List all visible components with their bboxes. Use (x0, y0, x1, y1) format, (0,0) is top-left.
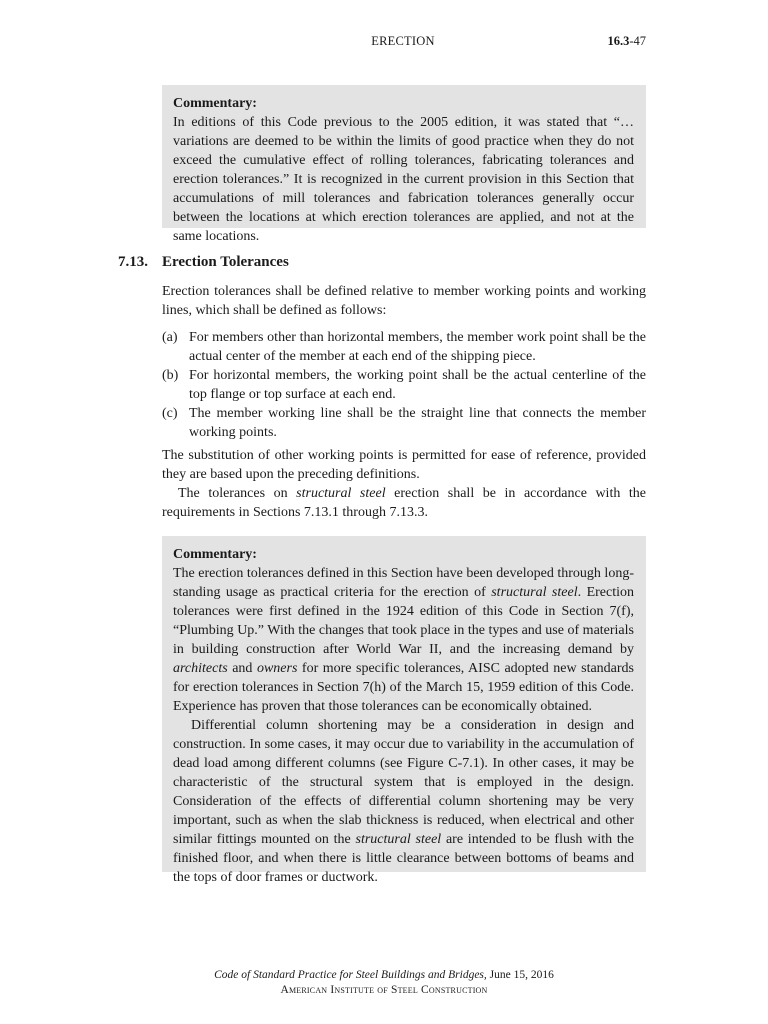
page-number (607, 34, 646, 49)
text-run: Differential column shortening may be a consideration in design and construction. In some cases, it may occur due to variability in the accumulation of dead load among different columns (see Figure C-7.1). In other cases, it may be characteristic of the structural system that is employed in the design. Consideration of the effects of differential column shortening may be very important, such as when the slab thickness is reduced, when electrical and other similar fittings mounted on the (173, 718, 634, 847)
definition-list (162, 328, 646, 442)
paragraph (162, 484, 646, 522)
text-run: are intended to be flush with the finished floor, and when there is little clearance between bottoms of beams and the tops of door frames or ductwork. (173, 832, 634, 885)
body-paragraphs (162, 446, 646, 522)
footer-publisher: American Institute of Steel Construction (280, 984, 488, 996)
text-run: for more specific tolerances, AISC adopted new standards for erection tolerances in Section 7(h) of the March 15, 1959 edition of this Code. Experience has proven that those tolerances can be economically obtained. (173, 661, 634, 714)
emphasis-text: architects (173, 661, 228, 676)
commentary-paragraph (173, 564, 634, 716)
commentary-box-2 (162, 536, 646, 885)
page-number-prefix: 16.3 (607, 34, 630, 48)
page-number-suffix: -47 (629, 34, 646, 48)
commentary-text: In editions of this Code previous to the 2005 edition, it was stated that “…variations are deemed to be within the limits of good practice when they do not exceed the cumulative effect of rolling tolerances, fabricating tolerances and erection tolerances.” It is recognized in the current provision in this Section that accumulations of mill tolerances and fabrication tolerances generally occur between the locations at which erection tolerances are applied, and not at the same locations. (173, 115, 634, 244)
list-item (162, 366, 646, 404)
footer-date: June 15, 2016 (486, 969, 554, 981)
commentary-heading: Commentary: (173, 96, 257, 111)
section-number: 7.13. (118, 254, 148, 270)
list-item (162, 328, 646, 366)
footer-line-1 (160, 968, 608, 983)
emphasis-text: owners (256, 661, 298, 676)
list-item-label: (c) (162, 406, 178, 421)
text-run: The erection tolerances defined in this Section have been developed through long-standing usage as practical criteria for the erection of (173, 566, 634, 600)
text-run: The tolerances on (178, 486, 297, 501)
commentary-paragraph (173, 716, 634, 887)
list-item-label: (b) (162, 368, 179, 383)
list-item (162, 404, 646, 442)
text-run: and (227, 661, 257, 676)
list-item-label: (a) (162, 330, 178, 345)
emphasis-text: structural steel (355, 832, 442, 847)
intro-paragraph (162, 282, 646, 320)
list-item-text: The member working line shall be the straight line that connects the member working points. (189, 406, 646, 440)
text-run: erection shall be in accordance with the requirements in Sections 7.13.1 through 7.13.3. (162, 486, 646, 520)
running-header (160, 34, 646, 52)
section-title: Erection Tolerances (162, 254, 289, 270)
emphasis-text: structural steel (491, 585, 578, 600)
list-item-text: For horizontal members, the working point shall be the actual centerline of the top flange or top surface at each end. (189, 368, 646, 402)
section-heading (118, 254, 289, 271)
commentary-box-1 (162, 85, 646, 244)
page-footer (160, 968, 608, 998)
list-item-text: For members other than horizontal members, the member work point shall be the actual center of the member at each end of the shipping piece. (189, 330, 646, 364)
footer-publication-title: Code of Standard Practice for Steel Buildings and Bridges, (214, 969, 487, 981)
header-title: ERECTION (371, 34, 435, 48)
emphasis-text: structural steel (296, 486, 386, 501)
intro-text: Erection tolerances shall be defined relative to member working points and working lines, which shall be defined as follows: (162, 284, 646, 318)
commentary-heading: Commentary: (173, 547, 257, 562)
paragraph: The substitution of other working points is permitted for ease of reference, provided they are based upon the preceding definitions. (162, 448, 646, 482)
text-run: . Erection tolerances were first defined in the 1924 edition of this Code in Section 7(f), “Plumbing Up.” With the changes that took place in the types and use of materials in building construction after World War II, and the increasing demand by (173, 585, 634, 657)
